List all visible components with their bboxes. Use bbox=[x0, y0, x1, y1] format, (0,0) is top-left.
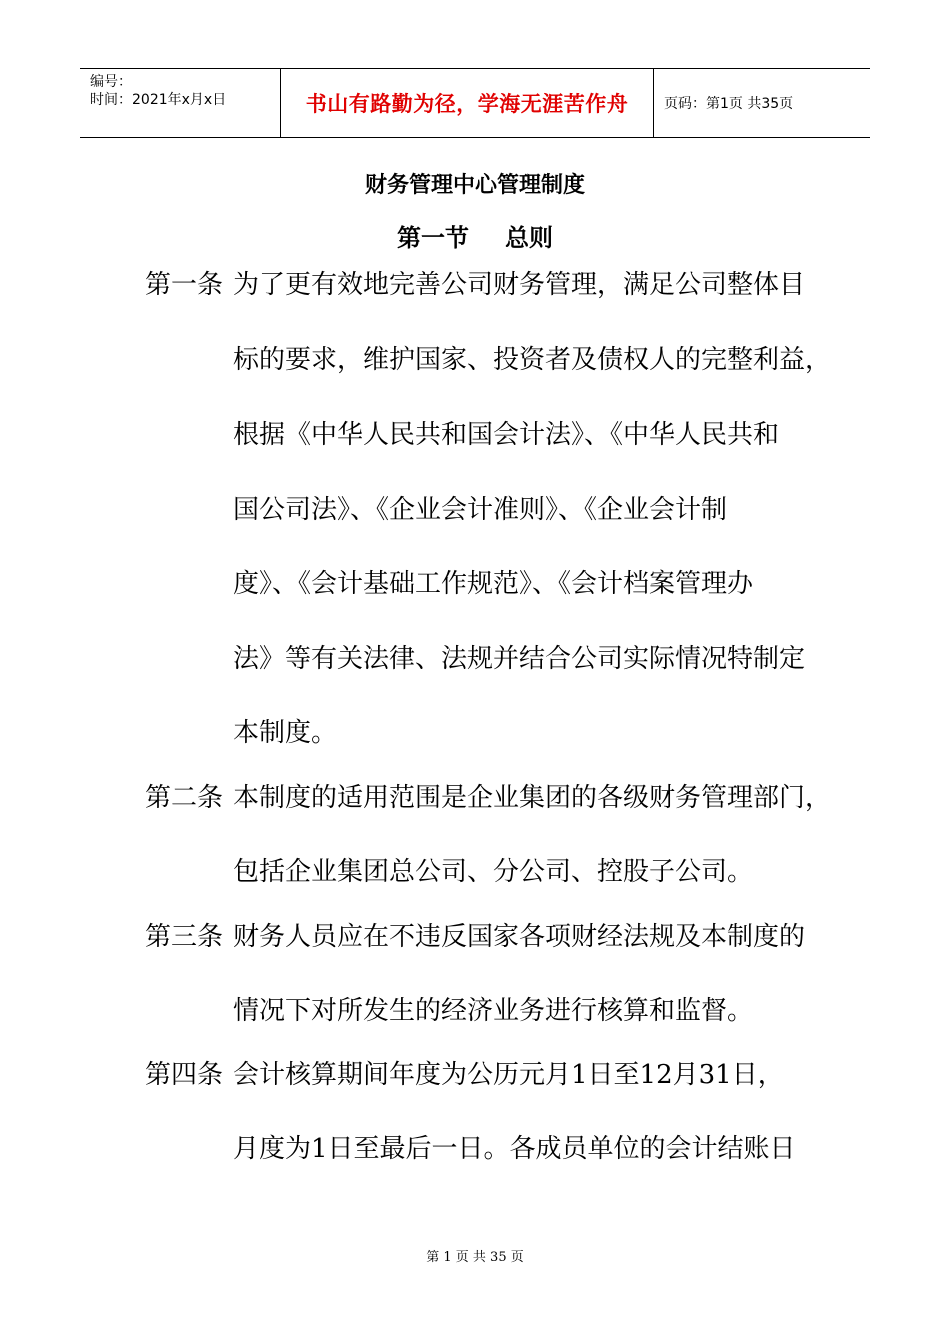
article-line: 情况下对所发生的经济业务进行核算和监督。 bbox=[233, 996, 754, 1026]
header-page-info bbox=[652, 69, 870, 137]
article-line: 度》、《会计基础工作规范》、《会计档案管理办 bbox=[233, 569, 754, 599]
article-label: 第三条 bbox=[145, 922, 224, 952]
article-label: 第二条 bbox=[145, 783, 224, 813]
article-line: 会计核算期间年度为公历元月1日至12月31日， bbox=[233, 1060, 784, 1090]
article-line: 财务人员应在不违反国家各项财经法规及本制度的 bbox=[233, 922, 806, 952]
article-label: 第四条 bbox=[145, 1060, 224, 1090]
document-title: 财务管理中心管理制度 bbox=[364, 173, 585, 198]
article-line: 标的要求，维护国家、投资者及债权人的完整利益， bbox=[233, 345, 832, 375]
motto-text: 书山有路勤为径，学海无涯苦作舟 bbox=[305, 92, 629, 116]
article-line: 月度为1日至最后一日。各成员单位的会计结账日 bbox=[233, 1134, 796, 1164]
article-line: 本制度。 bbox=[233, 718, 338, 748]
article-line: 为了更有效地完善公司财务管理，满足公司整体目 bbox=[233, 270, 806, 300]
article-line: 国公司法》、《企业会计准则》、《企业会计制 bbox=[233, 495, 728, 525]
article-label: 第一条 bbox=[145, 270, 224, 300]
article-line: 本制度的适用范围是企业集团的各级财务管理部门， bbox=[233, 783, 832, 813]
page-footer: 第 1 页 共 35 页 bbox=[426, 1250, 524, 1265]
section-name: 总则 bbox=[505, 224, 553, 252]
number-label: 编号： bbox=[90, 74, 132, 90]
section-number: 第一节 bbox=[397, 224, 469, 252]
article-line: 包括企业集团总公司、分公司、控股子公司。 bbox=[233, 857, 754, 887]
section-heading bbox=[0, 218, 950, 253]
header-motto bbox=[280, 69, 654, 137]
article-line: 法》等有关法律、法规并结合公司实际情况特制定 bbox=[233, 644, 806, 674]
page-info-text: 页码：第1页 共35页 bbox=[664, 96, 794, 112]
article-line: 根据《中华人民共和国会计法》、《中华人民共和 bbox=[233, 420, 780, 450]
page-header bbox=[80, 68, 870, 138]
time-label: 时间：2021年x月x日 bbox=[90, 92, 227, 108]
header-meta bbox=[80, 69, 280, 137]
